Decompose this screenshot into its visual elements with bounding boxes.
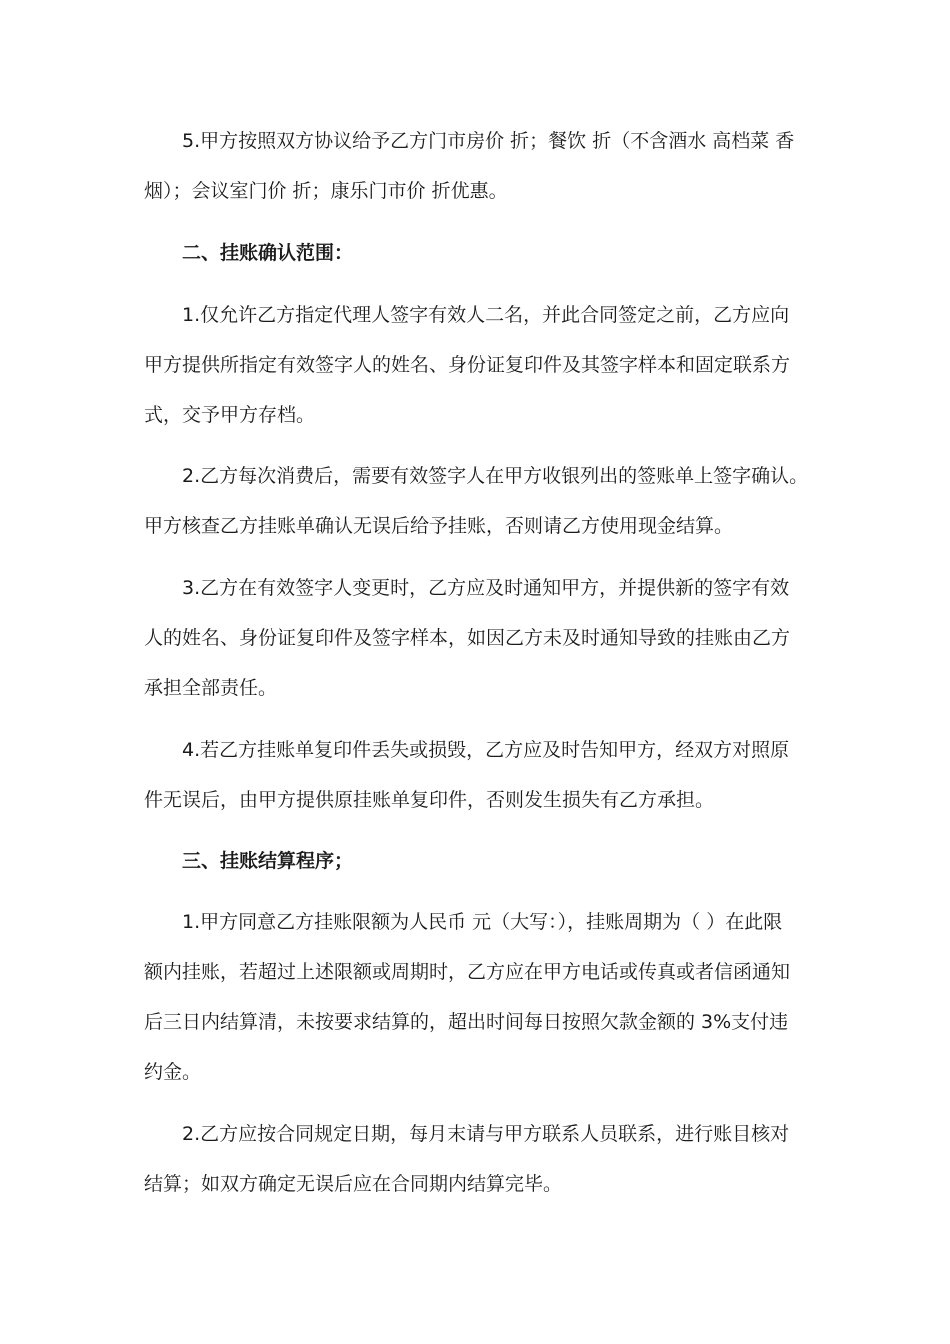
section-2-clause-4-line-2: 件无误后，由甲方提供原挂账单复印件，否则发生损失有乙方承担。 (144, 789, 715, 811)
section-2-clause-1-line-1: 1.仅允许乙方指定代理人签字有效人二名，并此合同签定之前，乙方应向 (182, 304, 790, 326)
section-2-clause-3-line-3: 承担全部责任。 (144, 677, 278, 699)
section-2-heading: 二、挂账确认范围： (182, 242, 354, 264)
section-3-clause-1-line-2: 额内挂账，若超过上述限额或周期时，乙方应在甲方电话或传真或者信函通知 (144, 961, 791, 983)
section-3-clause-1-line-4: 约金。 (144, 1061, 202, 1083)
section-2-clause-1-line-2: 甲方提供所指定有效签字人的姓名、身份证复印件及其签字样本和固定联系方 (144, 354, 791, 376)
section-2-clause-1-line-3: 式，交予甲方存档。 (144, 404, 316, 426)
section-3-heading: 三、挂账结算程序； (182, 850, 354, 872)
section-2-clause-3-line-2: 人的姓名、身份证复印件及签字样本，如因乙方未及时通知导致的挂账由乙方 (144, 627, 791, 649)
section-3-clause-2-line-1: 2.乙方应按合同规定日期，每月末请与甲方联系人员联系，进行账目核对 (182, 1123, 790, 1145)
clause-5-line-2: 烟）；会议室门价 折；康乐门市价 折优惠。 (144, 180, 508, 202)
section-3-clause-1-line-3: 后三日内结算清，未按要求结算的，超出时间每日按照欠款金额的 3%支付违 (144, 1011, 789, 1033)
section-2-clause-4-line-1: 4.若乙方挂账单复印件丢失或损毁，乙方应及时告知甲方，经双方对照原 (182, 739, 790, 761)
section-3-clause-1-line-1: 1.甲方同意乙方挂账限额为人民币 元（大写：），挂账周期为（ ）在此限 (182, 911, 783, 933)
clause-5-line-1: 5.甲方按照双方协议给予乙方门市房价 折；餐饮 折（不含酒水 高档菜 香 (182, 130, 795, 152)
section-2-clause-2-line-1: 2.乙方每次消费后，需要有效签字人在甲方收银列出的签账单上签字确认。 (182, 465, 809, 487)
section-3-clause-2-line-2: 结算；如双方确定无误后应在合同期内结算完毕。 (144, 1173, 563, 1195)
section-2-clause-2-line-2: 甲方核查乙方挂账单确认无误后给予挂账，否则请乙方使用现金结算。 (144, 515, 734, 537)
section-2-clause-3-line-1: 3.乙方在有效签字人变更时，乙方应及时通知甲方，并提供新的签字有效 (182, 577, 790, 599)
